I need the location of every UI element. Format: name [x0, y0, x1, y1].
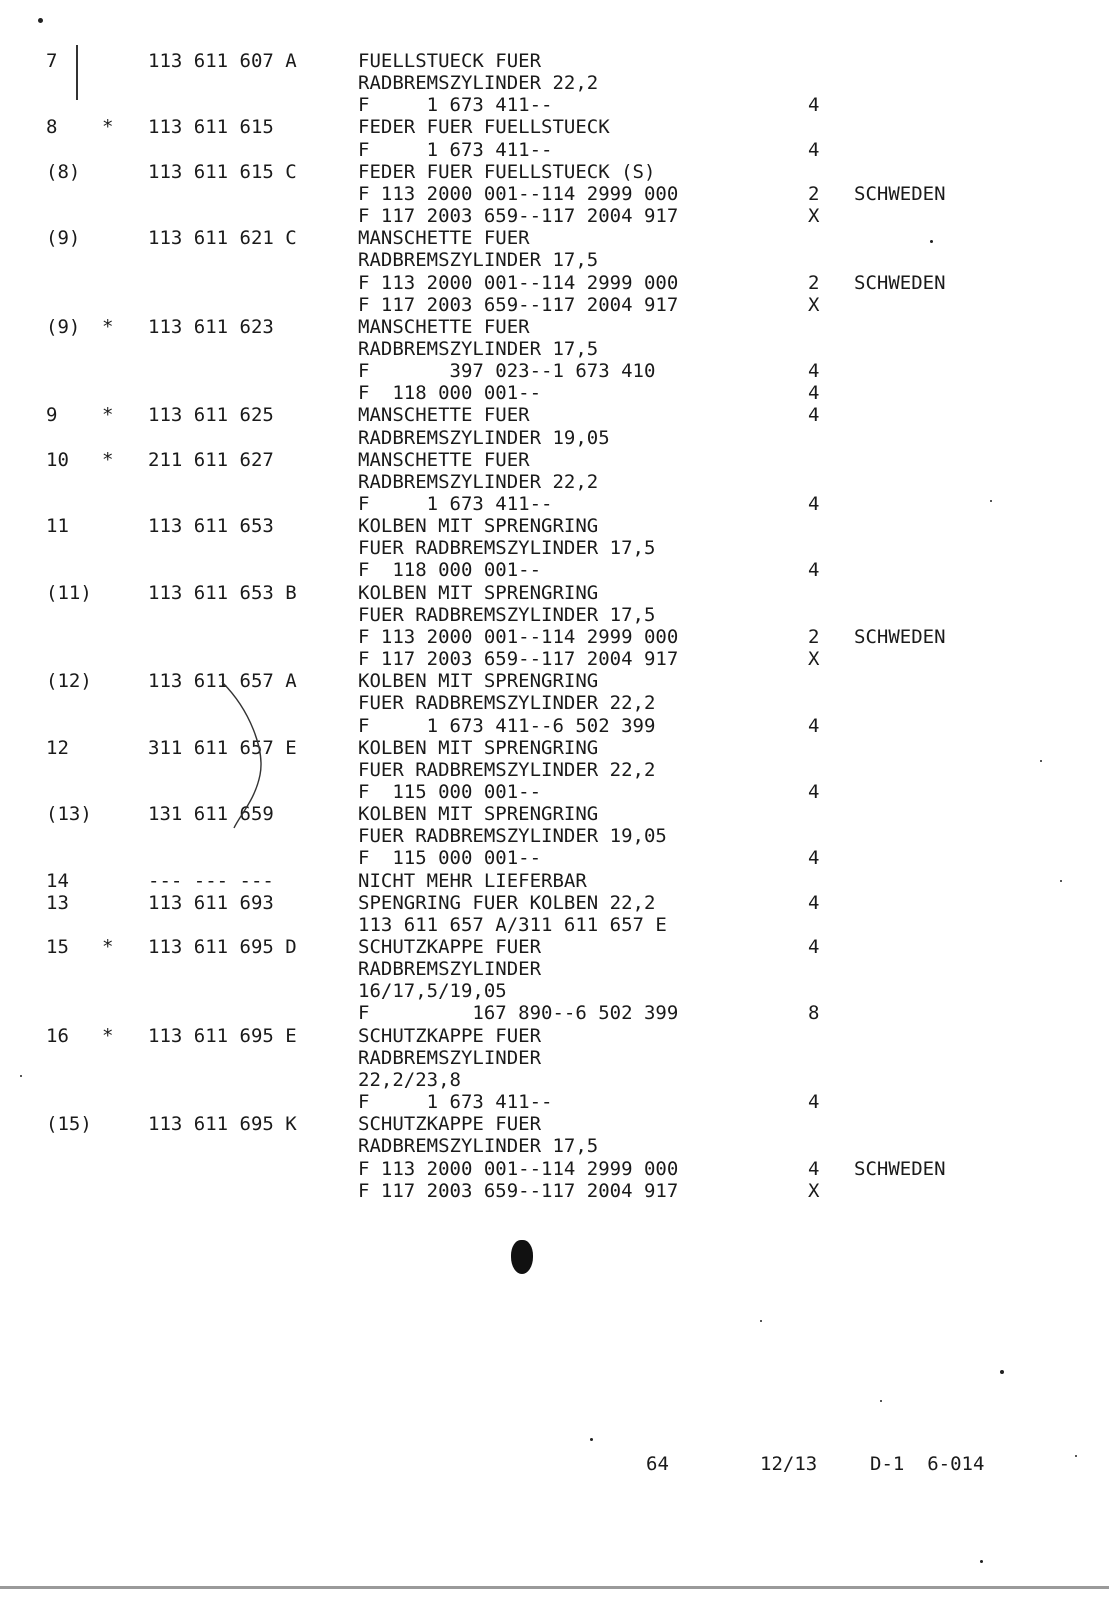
part-description: F 1 673 411--6 502 399: [358, 715, 656, 737]
part-description: F 118 000 001--: [358, 382, 542, 404]
part-description: F 117 2003 659--117 2004 917: [358, 294, 679, 316]
interchange-marker: *: [102, 936, 114, 958]
quantity: 4: [808, 1091, 820, 1113]
quantity: 4: [808, 892, 820, 914]
table-row: [0, 316, 1109, 339]
sheet-number: 12/13: [760, 1453, 818, 1475]
part-description: KOLBEN MIT SPRENGRING: [358, 582, 599, 604]
quantity: X: [808, 648, 820, 670]
part-description: FUER RADBREMSZYLINDER 22,2: [358, 692, 656, 714]
part-number: 113 611 657 A: [148, 670, 297, 692]
scan-speck: [990, 500, 992, 502]
part-description: MANSCHETTE FUER: [358, 227, 530, 249]
table-row: [0, 670, 1109, 693]
table-row: [0, 338, 1109, 361]
table-row: [0, 183, 1109, 206]
part-description: 16/17,5/19,05: [358, 980, 507, 1002]
quantity: 2: [808, 183, 820, 205]
part-description: MANSCHETTE FUER: [358, 316, 530, 338]
document-code: D-1 6-014: [870, 1453, 985, 1475]
table-row: [0, 227, 1109, 250]
scan-speck: [880, 1400, 882, 1402]
table-row: [0, 980, 1109, 1003]
table-row: [0, 161, 1109, 184]
table-row: [0, 427, 1109, 450]
table-row: [0, 715, 1109, 738]
quantity: 4: [808, 382, 820, 404]
table-row: [0, 781, 1109, 804]
part-number: --- --- ---: [148, 870, 274, 892]
market-note: SCHWEDEN: [854, 272, 946, 294]
table-row: [0, 272, 1109, 295]
table-row: [0, 559, 1109, 582]
scan-speck: [980, 1560, 983, 1563]
table-row: [0, 249, 1109, 272]
part-description: KOLBEN MIT SPRENGRING: [358, 737, 599, 759]
part-description: RADBREMSZYLINDER 17,5: [358, 249, 599, 271]
quantity: 8: [808, 1002, 820, 1024]
table-row: [0, 914, 1109, 937]
part-description: 113 611 657 A/311 611 657 E: [358, 914, 667, 936]
table-row: [0, 692, 1109, 715]
part-description: MANSCHETTE FUER: [358, 449, 530, 471]
item-position: (9): [46, 227, 81, 249]
quantity: 4: [808, 139, 820, 161]
table-row: [0, 493, 1109, 516]
part-description: F 113 2000 001--114 2999 000: [358, 183, 679, 205]
table-row: [0, 582, 1109, 605]
quantity: 4: [808, 1158, 820, 1180]
table-row: [0, 1180, 1109, 1203]
item-position: 15: [46, 936, 69, 958]
part-description: F 397 023--1 673 410: [358, 360, 656, 382]
market-note: SCHWEDEN: [854, 183, 946, 205]
scan-edge: [0, 1586, 1109, 1589]
part-number: 113 611 693: [148, 892, 274, 914]
part-description: F 1 673 411--: [358, 1091, 553, 1113]
part-description: FUELLSTUECK FUER: [358, 50, 542, 72]
table-row: [0, 515, 1109, 538]
table-row: [0, 1113, 1109, 1136]
part-description: FUER RADBREMSZYLINDER 17,5: [358, 537, 656, 559]
quantity: 4: [808, 404, 820, 426]
item-position: (8): [46, 161, 81, 183]
quantity: 2: [808, 626, 820, 648]
table-row: [0, 471, 1109, 494]
part-description: FEDER FUER FUELLSTUECK: [358, 116, 610, 138]
part-description: F 117 2003 659--117 2004 917: [358, 648, 679, 670]
part-number: 113 611 615: [148, 116, 274, 138]
part-description: RADBREMSZYLINDER 22,2: [358, 471, 599, 493]
part-description: RADBREMSZYLINDER 17,5: [358, 1135, 599, 1157]
part-description: F 1 673 411--: [358, 139, 553, 161]
item-position: 9: [46, 404, 58, 426]
part-description: KOLBEN MIT SPRENGRING: [358, 670, 599, 692]
part-description: RADBREMSZYLINDER 22,2: [358, 72, 599, 94]
scan-speck: [1040, 760, 1042, 762]
table-row: [0, 360, 1109, 383]
part-description: MANSCHETTE FUER: [358, 404, 530, 426]
table-row: [0, 1135, 1109, 1158]
table-row: [0, 936, 1109, 959]
quantity: 4: [808, 781, 820, 803]
item-position: 14: [46, 870, 69, 892]
part-number: 113 611 615 C: [148, 161, 297, 183]
interchange-marker: *: [102, 316, 114, 338]
part-description: SCHUTZKAPPE FUER: [358, 936, 542, 958]
part-number: 113 611 653: [148, 515, 274, 537]
item-position: 13: [46, 892, 69, 914]
table-row: [0, 759, 1109, 782]
item-position: 7: [46, 50, 58, 72]
page-number: 64: [646, 1453, 669, 1475]
part-number: 113 611 695 D: [148, 936, 297, 958]
quantity: 4: [808, 715, 820, 737]
part-number: 311 611 657 E: [148, 737, 297, 759]
table-row: [0, 537, 1109, 560]
table-row: [0, 205, 1109, 228]
quantity: X: [808, 205, 820, 227]
quantity: X: [808, 294, 820, 316]
item-position: (15): [46, 1113, 92, 1135]
part-description: RADBREMSZYLINDER 19,05: [358, 427, 610, 449]
scan-speck: [1075, 1455, 1077, 1457]
scan-speck: [1000, 1370, 1004, 1374]
table-row: [0, 116, 1109, 139]
part-number: 113 611 625: [148, 404, 274, 426]
interchange-marker: *: [102, 404, 114, 426]
pencil-stroke: [220, 680, 280, 830]
part-number: 113 611 695 K: [148, 1113, 297, 1135]
quantity: 4: [808, 360, 820, 382]
table-row: [0, 1047, 1109, 1070]
part-number: 113 611 653 B: [148, 582, 297, 604]
market-note: SCHWEDEN: [854, 1158, 946, 1180]
table-row: [0, 1069, 1109, 1092]
part-description: F 113 2000 001--114 2999 000: [358, 272, 679, 294]
item-position: 11: [46, 515, 69, 537]
part-description: F 117 2003 659--117 2004 917: [358, 205, 679, 227]
part-number: 113 611 623: [148, 316, 274, 338]
quantity: 4: [808, 936, 820, 958]
table-row: [0, 404, 1109, 427]
item-position: 16: [46, 1025, 69, 1047]
part-description: NICHT MEHR LIEFERBAR: [358, 870, 587, 892]
part-description: F 1 673 411--: [358, 94, 553, 116]
table-row: [0, 72, 1109, 95]
table-row: [0, 1091, 1109, 1114]
scan-speck: [38, 18, 43, 23]
table-row: [0, 1025, 1109, 1048]
quantity: 4: [808, 493, 820, 515]
part-description: FUER RADBREMSZYLINDER 17,5: [358, 604, 656, 626]
scan-speck: [930, 240, 933, 243]
part-description: F 117 2003 659--117 2004 917: [358, 1180, 679, 1202]
table-row: [0, 737, 1109, 760]
part-number: 113 611 695 E: [148, 1025, 297, 1047]
table-row: [0, 294, 1109, 317]
quantity: X: [808, 1180, 820, 1202]
table-row: [0, 50, 1109, 73]
table-row: [0, 892, 1109, 915]
interchange-marker: *: [102, 116, 114, 138]
interchange-marker: *: [102, 1025, 114, 1047]
part-description: F 113 2000 001--114 2999 000: [358, 626, 679, 648]
part-description: SPENGRING FUER KOLBEN 22,2: [358, 892, 656, 914]
table-row: [0, 803, 1109, 826]
part-description: KOLBEN MIT SPRENGRING: [358, 803, 599, 825]
table-row: [0, 1158, 1109, 1181]
ink-blot: [511, 1240, 533, 1274]
part-description: RADBREMSZYLINDER: [358, 1047, 542, 1069]
item-position: (11): [46, 582, 92, 604]
table-row: [0, 449, 1109, 472]
quantity: 4: [808, 94, 820, 116]
item-position: (9): [46, 316, 81, 338]
quantity: 2: [808, 272, 820, 294]
table-row: [0, 648, 1109, 671]
part-description: KOLBEN MIT SPRENGRING: [358, 515, 599, 537]
part-description: SCHUTZKAPPE FUER: [358, 1113, 542, 1135]
part-description: F 115 000 001--: [358, 847, 542, 869]
part-description: F 167 890--6 502 399: [358, 1002, 679, 1024]
part-description: F 113 2000 001--114 2999 000: [358, 1158, 679, 1180]
scan-speck: [20, 1075, 22, 1077]
table-row: [0, 847, 1109, 870]
scan-speck: [590, 1438, 593, 1441]
table-row: [0, 825, 1109, 848]
scan-speck: [1060, 880, 1062, 882]
part-description: RADBREMSZYLINDER 17,5: [358, 338, 599, 360]
scan-speck: [760, 1320, 762, 1322]
table-row: [0, 94, 1109, 117]
market-note: SCHWEDEN: [854, 626, 946, 648]
part-description: FEDER FUER FUELLSTUECK (S): [358, 161, 656, 183]
part-description: FUER RADBREMSZYLINDER 19,05: [358, 825, 667, 847]
table-row: [0, 382, 1109, 405]
part-description: SCHUTZKAPPE FUER: [358, 1025, 542, 1047]
part-number: 211 611 627: [148, 449, 274, 471]
item-position: (13): [46, 803, 92, 825]
table-row: [0, 626, 1109, 649]
table-row: [0, 1002, 1109, 1025]
quantity: 4: [808, 559, 820, 581]
part-number: 113 611 607 A: [148, 50, 297, 72]
part-description: RADBREMSZYLINDER: [358, 958, 542, 980]
part-description: F 115 000 001--: [358, 781, 542, 803]
item-position: 8: [46, 116, 58, 138]
interchange-marker: *: [102, 449, 114, 471]
part-number: 113 611 621 C: [148, 227, 297, 249]
part-description: F 118 000 001--: [358, 559, 542, 581]
table-row: [0, 139, 1109, 162]
part-description: FUER RADBREMSZYLINDER 22,2: [358, 759, 656, 781]
table-row: [0, 604, 1109, 627]
item-position: 10: [46, 449, 69, 471]
table-row: [0, 870, 1109, 893]
item-position: 12: [46, 737, 69, 759]
part-description: 22,2/23,8: [358, 1069, 461, 1091]
part-number: 131 611 659: [148, 803, 274, 825]
part-description: F 1 673 411--: [358, 493, 553, 515]
quantity: 4: [808, 847, 820, 869]
table-row: [0, 958, 1109, 981]
item-position: (12): [46, 670, 92, 692]
